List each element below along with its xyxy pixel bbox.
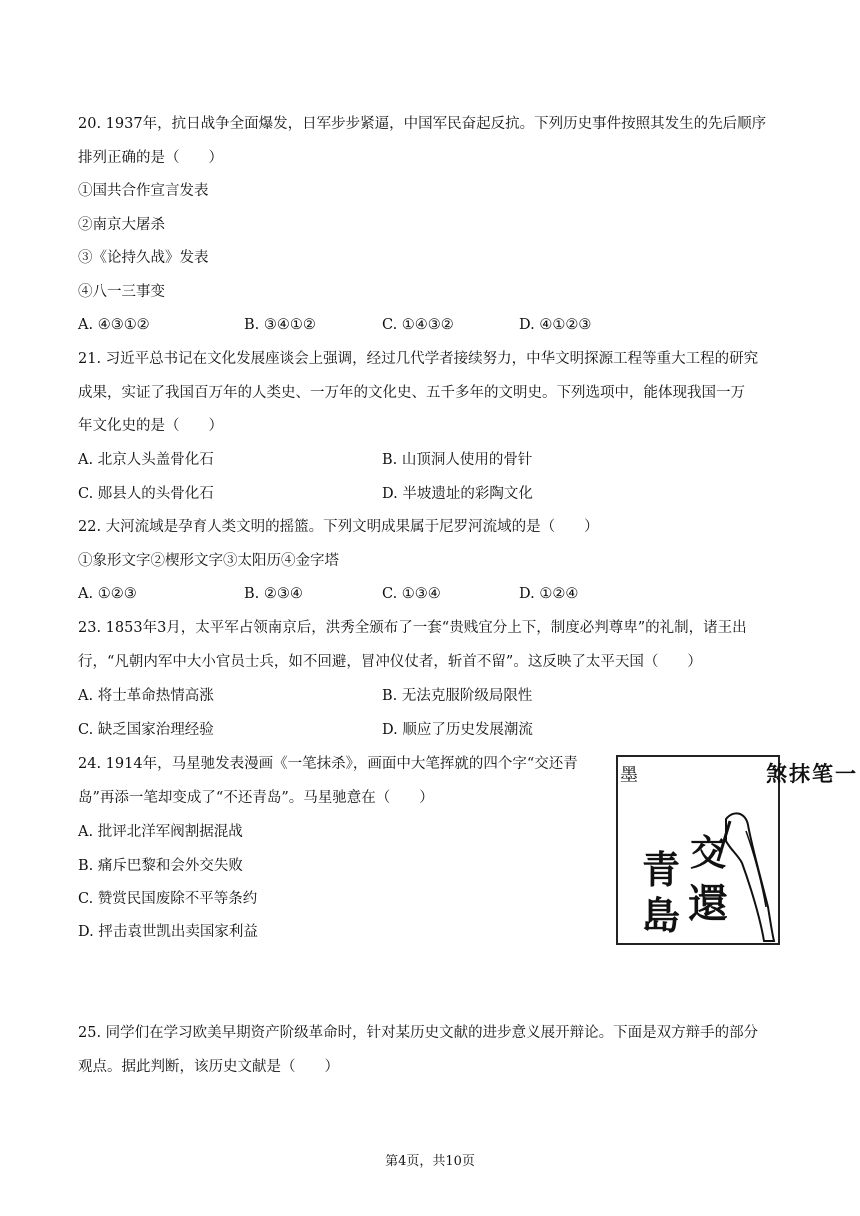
q20-stem-line-2: 排列正确的是（ ） bbox=[78, 150, 223, 166]
q20-option-a: A. ④③①② bbox=[78, 317, 150, 333]
q25-stem-line-1: 25. 同学们在学习欧美早期资产阶级革命时，针对某历史文献的进步意义展开辩论。下面是双方辩手的部分 bbox=[78, 1025, 759, 1041]
q20-item-2: ②南京大屠杀 bbox=[78, 217, 165, 233]
cartoon-char-jiao: 交 bbox=[690, 832, 727, 874]
q22-items: ①象形文字②楔形文字③太阳历④金字塔 bbox=[78, 553, 339, 569]
q20-option-b: B. ③④①② bbox=[244, 317, 316, 333]
q20-option-c: C. ①④③② bbox=[382, 317, 454, 333]
q24-option-c: C. 赞赏民国废除不平等条约 bbox=[78, 891, 258, 907]
q24-stem-line-2: 岛”再添一笔却变成了“不还青岛”。马星驰意在（ ） bbox=[78, 790, 434, 806]
q21-option-b: B. 山顶洞人使用的骨针 bbox=[382, 452, 533, 468]
cartoon-char-dao: 島 bbox=[642, 893, 681, 938]
q24-option-d: D. 抨击袁世凯出卖国家利益 bbox=[78, 924, 258, 940]
q20-stem-line-1: 20. 1937年，抗日战争全面爆发，日军步步紧逼，中国军民奋起反抗。下列历史事件按照其发生的先后顺序 bbox=[78, 116, 767, 132]
q21-option-a: A. 北京人头盖骨化石 bbox=[78, 452, 214, 468]
hand-icon bbox=[726, 813, 774, 941]
q22-stem-line-1: 22. 大河流域是孕育人类文明的摇篮。下列文明成果属于尼罗河流域的是（ ） bbox=[78, 519, 599, 535]
q22-option-d: D. ①②④ bbox=[519, 586, 579, 602]
cartoon-char-huan: 還 bbox=[688, 880, 728, 927]
q20-item-3: ③《论持久战》发表 bbox=[78, 250, 209, 266]
cartoon-char-qing: 青 bbox=[642, 847, 681, 892]
q21-stem-line-2: 成果，实证了我国百万年的人类史、一万年的文化史、五千多年的文明史。下列选项中，能体现我国一万 bbox=[78, 385, 745, 401]
cartoon-title: 一笔抹煞 bbox=[766, 761, 858, 786]
q21-stem-line-3: 年文化史的是（ ） bbox=[78, 418, 223, 434]
q24-option-a: A. 批评北洋军阀割据混战 bbox=[78, 824, 243, 840]
q23-stem-line-1: 23. 1853年3月，太平军占领南京后，洪秀全颁布了一套“贵贱宜分上下，制度必判尊卑”的礼制，诸王出 bbox=[78, 620, 747, 636]
q24-stem-line-1: 24. 1914年，马星驰发表漫画《一笔抹杀》，画面中大笔挥就的四个字“交还青 bbox=[78, 756, 578, 772]
q21-option-d: D. 半坡遗址的彩陶文化 bbox=[382, 486, 533, 502]
q23-option-a: A. 将士革命热情高涨 bbox=[78, 688, 214, 704]
q23-option-c: C. 缺乏国家治理经验 bbox=[78, 722, 214, 738]
q20-item-4: ④八一三事变 bbox=[78, 284, 165, 300]
q22-option-a: A. ①②③ bbox=[78, 586, 137, 602]
cartoon-image bbox=[616, 755, 858, 945]
q22-option-b: B. ②③④ bbox=[244, 586, 303, 602]
cartoon-signature: 墨 bbox=[620, 765, 638, 786]
q22-option-c: C. ①③④ bbox=[382, 586, 441, 602]
q20-option-d: D. ④①②③ bbox=[519, 317, 592, 333]
q23-option-d: D. 顺应了历史发展潮流 bbox=[382, 722, 533, 738]
q21-stem-line-1: 21. 习近平总书记在文化发展座谈会上强调，经过几代学者接续努力，中华文明探源工程等重大工程的研究 bbox=[78, 351, 759, 367]
q20-item-1: ①国共合作宣言发表 bbox=[78, 183, 209, 199]
q25-stem-line-2: 观点。据此判断，该历史文献是（ ） bbox=[78, 1059, 339, 1075]
q23-option-b: B. 无法克服阶级局限性 bbox=[382, 688, 533, 704]
page-footer: 第4页，共10页 bbox=[385, 1154, 475, 1169]
cartoon-drawing bbox=[618, 757, 858, 943]
q23-stem-line-2: 行，“凡朝内军中大小官员士兵，如不回避，冒冲仪仗者，斩首不留”。这反映了太平天国（ ） bbox=[78, 654, 702, 670]
q21-option-c: C. 郧县人的头骨化石 bbox=[78, 486, 214, 502]
q24-option-b: B. 痛斥巴黎和会外交失败 bbox=[78, 858, 243, 874]
